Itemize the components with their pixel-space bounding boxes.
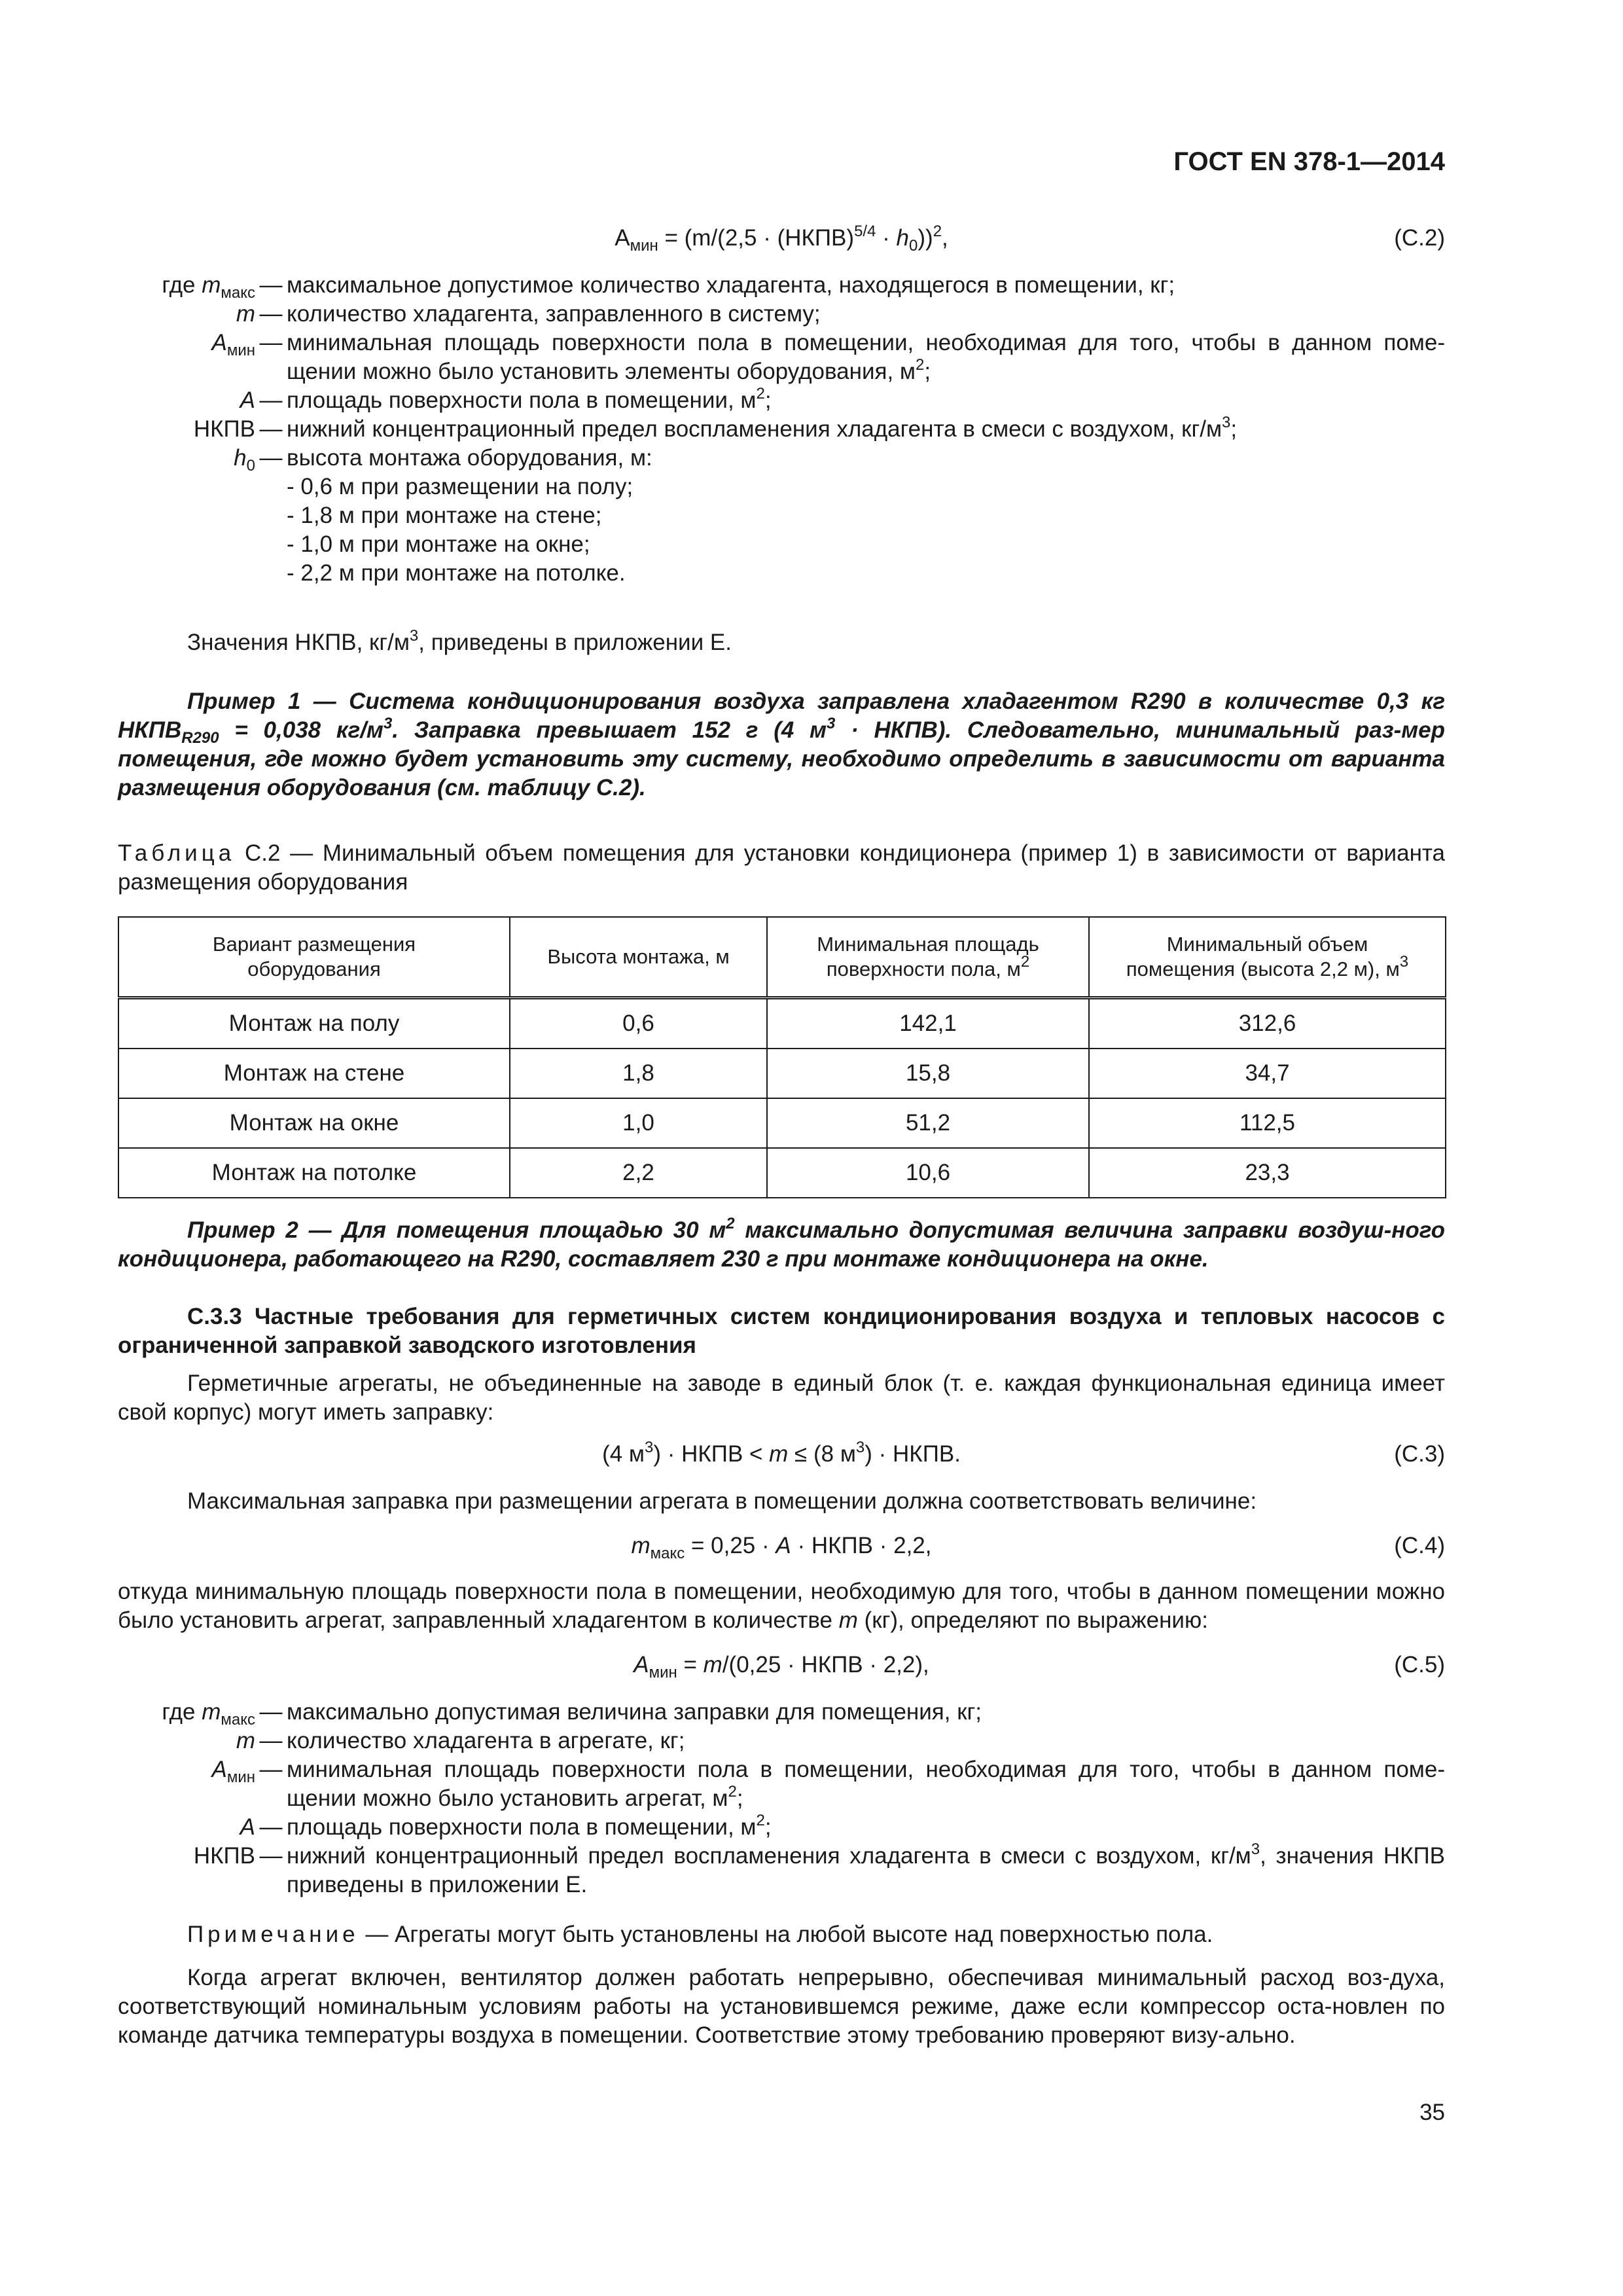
formula-c2-number: (С.2) [1394,225,1445,251]
formula-c5-body: $A_{мин} = m/(0,25$ · НКПВ · 2,2), [633,1652,929,1681]
table-cell: 0,6 [510,998,767,1049]
definition-text: количество хладагента в агрегате, кг; [287,1728,685,1753]
table-header-row [118,917,1446,998]
table-header-cell: Минимальная площадь поверхности пола, $м^2$ [767,917,1089,998]
definition-row [118,1813,1445,1842]
symbol-definitions-2 [118,1698,1445,1899]
definition-text: площадь поверхности пола в помещении, $м^2$; [287,385,772,413]
formula-c3 [118,1440,1445,1469]
formula-c2-body: $A_{мин} = (m/(2,5$ · (НКПВ)$^{5/4}$ · $h_0))^2$, [615,223,948,255]
definition-text: максимально допустимая величина заправки для помещения, кг; [287,1699,982,1725]
example-1: Пример 1 — Система кондиционирования воздуха заправлена хладагентом R290 в количестве 0,3 кг $НКПВ_{R290} = 0,038$ $кг/м^3$. Заправка превышает 152 г (4 $м^3$ · НКПВ). Следовательно, минимальный раз-мер помещения, где можно будет установить эту систему, необходимо определить в зависимости от варианта размещения оборудования (см. таблицу С.2). [118,689,1445,800]
table-row [118,998,1446,1049]
formula-c2 [118,224,1445,253]
definition-text: минимальная площадь поверхности пола в помещении, необходимая для того, чтобы в данном поме-щении можно было установить агрегат, $м^2$; [287,1757,1445,1811]
definition-dash: — [259,301,283,327]
formula-c5-number: (С.5) [1394,1652,1445,1677]
definition-row [118,415,1445,444]
h0-values-list [118,473,1445,588]
definition-text: максимальное допустимое количество хладагента, находящегося в помещении, кг; [287,272,1175,298]
note-label: Примечание [187,1922,359,1947]
table-header-cell: Вариант размещения оборудования [118,917,510,998]
definition-dash: — [259,1699,283,1725]
table-caption [118,839,1445,897]
example-2: Пример 2 — Для помещения площадью 30 $м^2$ максимально допустимая величина заправки воздуш-ного кондиционера, работающего на R290, составляет 230 г при монтаже кондиционера на окне. [118,1215,1445,1272]
formula-c4-number: (С.4) [1394,1533,1445,1558]
definition-symbol: $h_0$ [234,445,255,475]
definition-dash: — [259,1843,283,1869]
definition-row [118,444,1445,473]
definition-symbol: m [236,301,255,327]
h0-list-item: - 2,2 м при монтаже на потолке. [287,560,626,586]
definition-symbol: $A_{мин}$ [211,1757,255,1786]
definition-symbol: A [240,387,255,413]
h0-list-item: - 1,0 м при монтаже на окне; [287,531,590,557]
table-cell: Монтаж на полу [118,998,510,1049]
table-header-cell: Минимальный объем помещения (высота 2,2 м), $м^3$ [1089,917,1446,998]
table-cell: 34,7 [1089,1049,1446,1098]
definition-row [118,1727,1445,1755]
definition-text: площадь поверхности пола в помещении, $м^2$; [287,1812,772,1840]
table-caption-text: С.2 — Минимальный объем помещения для установки кондиционера (пример 1) в зависимости от варианта размещения оборудования [118,840,1445,895]
formula-c4 [118,1532,1445,1560]
table-c2 [118,916,1446,1198]
symbol-definitions-1 [118,271,1445,473]
definition-dash: — [259,1757,283,1782]
definition-row [118,300,1445,329]
table-cell: 312,6 [1089,998,1446,1049]
table-cell: 15,8 [767,1049,1089,1098]
formula-c4-body: $m_{макс} = 0,25 \cdot A$ · НКПВ · 2,2, [631,1533,932,1562]
table-cell: 142,1 [767,998,1089,1049]
page-number: 35 [1419,2100,1445,2125]
formula-c3-number: (С.3) [1394,1441,1445,1467]
formula-c5 [118,1651,1445,1679]
definition-row [118,1755,1445,1813]
definition-dash: — [259,445,283,471]
section-c33-intro: Герметичные агрегаты, не объединенные на заводе в единый блок (т. е. каждая функциональная единица имеет свой корпус) могут иметь заправку: [118,1371,1445,1425]
lfl-note: Значения НКПВ, $кг/м^3$, приведены в приложении Е. [187,627,732,655]
table-cell: Монтаж на потолке [118,1148,510,1198]
definition-row [118,329,1445,386]
table-cell: Монтаж на стене [118,1049,510,1098]
definition-dash: — [259,387,283,413]
table-cell: 1,0 [510,1098,767,1148]
table-row [118,1148,1446,1198]
note-text: — Агрегаты могут быть установлены на любой высоте над поверхностью пола. [359,1922,1213,1947]
table-cell: 2,2 [510,1148,767,1198]
definition-dash: — [259,1728,283,1753]
document-code: ГОСТ EN 378-1—2014 [1173,147,1445,176]
h0-list-item: - 1,8 м при монтаже на стене; [287,503,602,528]
definition-row [118,1698,1445,1727]
definition-symbol: НКПВ [193,416,255,442]
definition-symbol: $A_{мин}$ [211,330,255,359]
definition-dash: — [259,272,283,298]
h0-list-item: - 0,6 м при размещении на полу; [287,474,633,499]
definition-symbol: НКПВ [193,1843,255,1869]
table-cell: 10,6 [767,1148,1089,1198]
definition-dash: — [259,416,283,442]
definition-text: нижний концентрационный предел воспламенения хладагента в смеси с воздухом, $кг/м^3$, значения НКПВ приведены в приложении Е. [287,1840,1445,1897]
definition-symbol: где $m_{макс}$ [162,1699,255,1729]
definition-dash: — [259,330,283,355]
definition-row [118,1842,1445,1899]
table-cell: 23,3 [1089,1148,1446,1198]
table-cell: 112,5 [1089,1098,1446,1148]
definition-symbol: где $m_{макс}$ [162,272,255,302]
definition-text: минимальная площадь поверхности пола в помещении, необходимая для того, чтобы в данном поме-щении можно было установить элементы оборудования, $м^2$; [287,330,1445,384]
table-cell: Монтаж на окне [118,1098,510,1148]
table-row [118,1098,1446,1148]
definition-symbol: A [240,1814,255,1840]
fan-requirement-text: Когда агрегат включен, вентилятор должен работать непрерывно, обеспечивая минимальный расход воз-духа, соответствующий номинальным условиям работы на установившемся режиме, даже если компрессор оста-новлен по команде датчика температуры воздуха в помещении. Соответствие этому требованию проверяют визу-ально. [118,1965,1445,2048]
definition-dash: — [259,1814,283,1840]
note [118,1920,1445,1949]
table-row [118,1049,1446,1098]
table-caption-label: Таблица [118,840,236,866]
max-charge-text: Максимальная заправка при размещении агрегата в помещении должна соответствовать величине: [187,1488,1257,1514]
table-header-cell: Высота монтажа, м [510,917,767,998]
definition-text: высота монтажа оборудования, м: [287,445,652,471]
definition-text: нижний концентрационный предел воспламенения хладагента в смеси с воздухом, $кг/м^3$; [287,414,1238,442]
definition-row [118,386,1445,415]
table-cell: 1,8 [510,1049,767,1098]
section-c33-title: С.3.3 Частные требования для герметичных систем кондиционирования воздуха и тепловых насосов с ограниченной заправкой заводского изготовления [118,1304,1445,1358]
definition-symbol: m [236,1728,255,1753]
definition-text: количество хладагента, заправленного в систему; [287,301,821,327]
formula-c3-body: (4 $м^3$) · НКПВ < m ≤ (8 $м^3$) · НКПВ. [602,1439,961,1467]
table-cell: 51,2 [767,1098,1089,1148]
definition-row [118,271,1445,300]
min-area-text: откуда минимальную площадь поверхности пола в помещении, необходимую для того, чтобы в данном помещении можно было установить агрегат, заправленный хладагентом в количестве m (кг), определяют по выражению: [118,1579,1445,1633]
